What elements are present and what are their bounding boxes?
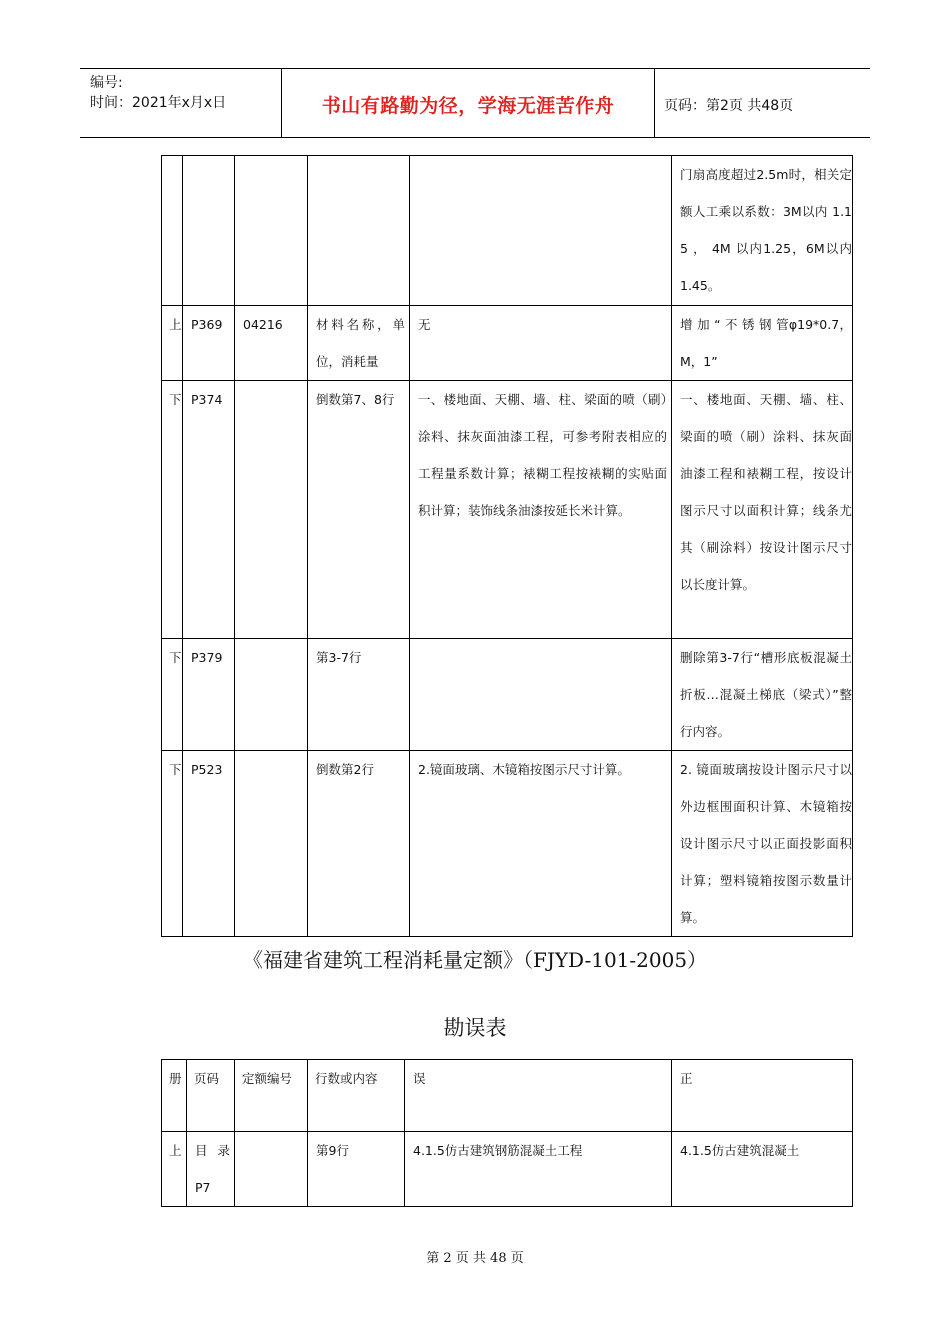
document-title: 《福建省建筑工程消耗量定额》（FJYD-101-2005）: [242, 948, 708, 972]
volume-cell: 下: [162, 639, 183, 751]
header-page-number: 页码：第2页 共48页: [664, 98, 794, 114]
table-row: [162, 751, 853, 937]
error-cell: 无: [410, 306, 672, 381]
quota-code-cell: 04216: [235, 306, 308, 381]
error-cell: [410, 639, 672, 751]
page-cell: P523: [183, 751, 235, 937]
header-correction: 正: [672, 1060, 853, 1132]
line-content-cell: 材料名称，单位，消耗量: [308, 306, 410, 381]
table-row: [162, 639, 853, 751]
quota-code-cell: [235, 751, 308, 937]
header-page: 页码: [187, 1060, 235, 1132]
table-row: [162, 156, 853, 306]
line-content-cell: 倒数第7、8行: [308, 381, 410, 639]
volume-cell: 上: [162, 1132, 187, 1207]
header-quota-code: 定额编号: [235, 1060, 308, 1132]
correction-cell: 门扇高度超过2.5m时，相关定额人工乘以系数：3M以内 1.15 ， 4M 以内1.25，6M以内1.45。: [672, 156, 853, 306]
correction-cell: 增 加 “ 不 锈 钢 管φ19*0.7，M，1”: [672, 306, 853, 381]
volume-cell: [162, 156, 183, 306]
correction-cell: 一、楼地面、天棚、墙、柱、梁面的喷（刷）涂料、抹灰面油漆工程和裱糊工程，按设计图示尺寸以面积计算；线条尤其（刷涂料）按设计图示尺寸以长度计算。: [672, 381, 853, 639]
header-volume: 册: [162, 1060, 187, 1132]
correction-cell: 删除第3-7行“槽形底板混凝土折板…混凝土梯底（梁式）”整行内容。: [672, 639, 853, 751]
header-motto: 书山有路勤为径，学海无涯苦作舟: [321, 95, 615, 117]
error-cell: 4.1.5仿古建筑钢筋混凝土工程: [405, 1132, 672, 1207]
page-cell: P379: [183, 639, 235, 751]
page-header: [80, 68, 870, 138]
errata-table: [161, 1059, 853, 1207]
header-info-cell: [80, 69, 282, 137]
table-row: [162, 1132, 853, 1207]
volume-cell: 上: [162, 306, 183, 381]
volume-cell: 下: [162, 381, 183, 639]
line-content-cell: 倒数第2行: [308, 751, 410, 937]
quota-code-cell: [235, 1132, 308, 1207]
page-footer: 第 2 页 共 48 页: [426, 1251, 524, 1266]
errata-title: 勘误表: [443, 1016, 507, 1040]
error-cell: 2.镜面玻璃、木镜箱按图示尺寸计算。: [410, 751, 672, 937]
table-header-row: [162, 1060, 853, 1132]
page-cell: P369: [183, 306, 235, 381]
quota-code-cell: [235, 156, 308, 306]
errata-table-continued: [161, 155, 853, 937]
page-cell: P374: [183, 381, 235, 639]
volume-cell: 下: [162, 751, 183, 937]
header-motto-cell: [282, 69, 655, 137]
quota-code-cell: [235, 639, 308, 751]
document-number-label: 编号:: [90, 75, 123, 91]
line-content-cell: 第3-7行: [308, 639, 410, 751]
line-content-cell: 第9行: [308, 1132, 405, 1207]
header-page-cell: [655, 69, 870, 137]
table-row: [162, 381, 853, 639]
correction-cell: 4.1.5仿古建筑混凝土: [672, 1132, 853, 1207]
header-error: 误: [405, 1060, 672, 1132]
quota-code-cell: [235, 381, 308, 639]
error-cell: [410, 156, 672, 306]
document-time-label: 时间：2021年x月x日: [90, 95, 227, 111]
page-cell: [183, 156, 235, 306]
page-cell: 目 录P7: [187, 1132, 235, 1207]
error-cell: 一、楼地面、天棚、墙、柱、梁面的喷（刷）涂料、抹灰面油漆工程，可参考附表相应的工程量系数计算；裱糊工程按裱糊的实贴面积计算；装饰线条油漆按延长米计算。: [410, 381, 672, 639]
line-content-cell: [308, 156, 410, 306]
table-row: [162, 306, 853, 381]
header-line-content: 行数或内容: [308, 1060, 405, 1132]
correction-cell: 2. 镜面玻璃按设计图示尺寸以外边框围面积计算、木镜箱按设计图示尺寸以正面投影面积计算；塑料镜箱按图示数量计算。: [672, 751, 853, 937]
